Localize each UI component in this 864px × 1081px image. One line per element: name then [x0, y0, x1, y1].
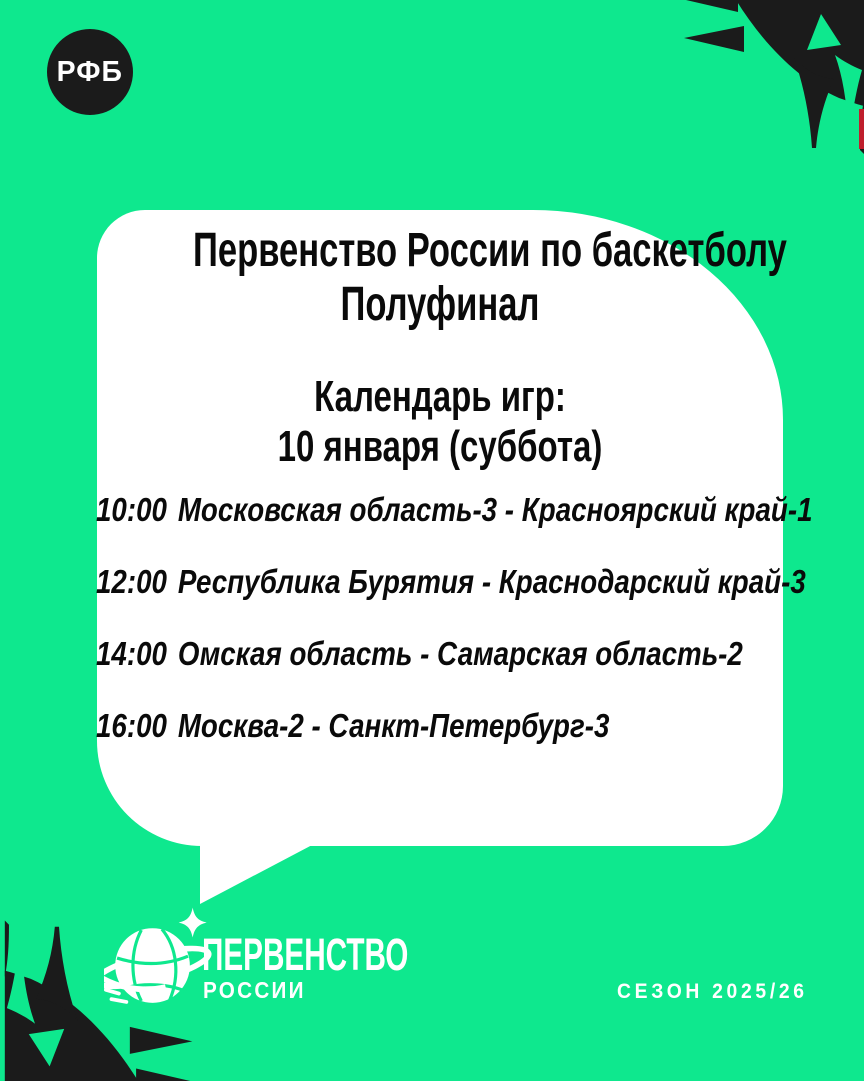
calendar-heading-line1: Календарь игр:	[314, 372, 566, 421]
event-title-line2: Полуфинал	[340, 278, 540, 331]
match-time: 12:00	[96, 563, 167, 600]
match-teams: Московская область-3 - Красноярский край-1	[177, 491, 813, 528]
spark-corner-top-right-icon	[664, 0, 864, 215]
footer-wordmark-line2: РОССИИ	[203, 977, 306, 1003]
footer-wordmark-line1: ПЕРВЕНСТВО	[202, 929, 409, 980]
match-teams: Омская область - Самарская область-2	[177, 635, 743, 672]
event-title-line1: Первенство России по баскетболу	[193, 224, 787, 277]
season-label: СЕЗОН 2025/26	[617, 980, 808, 1003]
red-accent-bar	[859, 109, 864, 149]
match-teams: Республика Бурятия - Краснодарский край-3	[177, 563, 806, 600]
schedule-list	[96, 492, 816, 780]
calendar-heading-line2: 10 января (суббота)	[277, 422, 603, 471]
match-time: 10:00	[96, 491, 167, 528]
match-teams: Москва-2 - Санкт-Петербург-3	[177, 707, 610, 744]
match-time: 14:00	[96, 635, 167, 672]
event-title	[97, 224, 787, 332]
spark-corner-bottom-left-icon	[0, 857, 218, 1081]
schedule-row	[96, 491, 813, 528]
schedule-row	[96, 635, 743, 672]
match-time: 16:00	[96, 707, 167, 744]
schedule-row	[96, 563, 806, 600]
calendar-heading	[97, 372, 783, 472]
schedule-row	[96, 708, 701, 744]
rfb-badge	[47, 29, 133, 115]
rfb-badge-label: РФБ	[56, 55, 124, 88]
